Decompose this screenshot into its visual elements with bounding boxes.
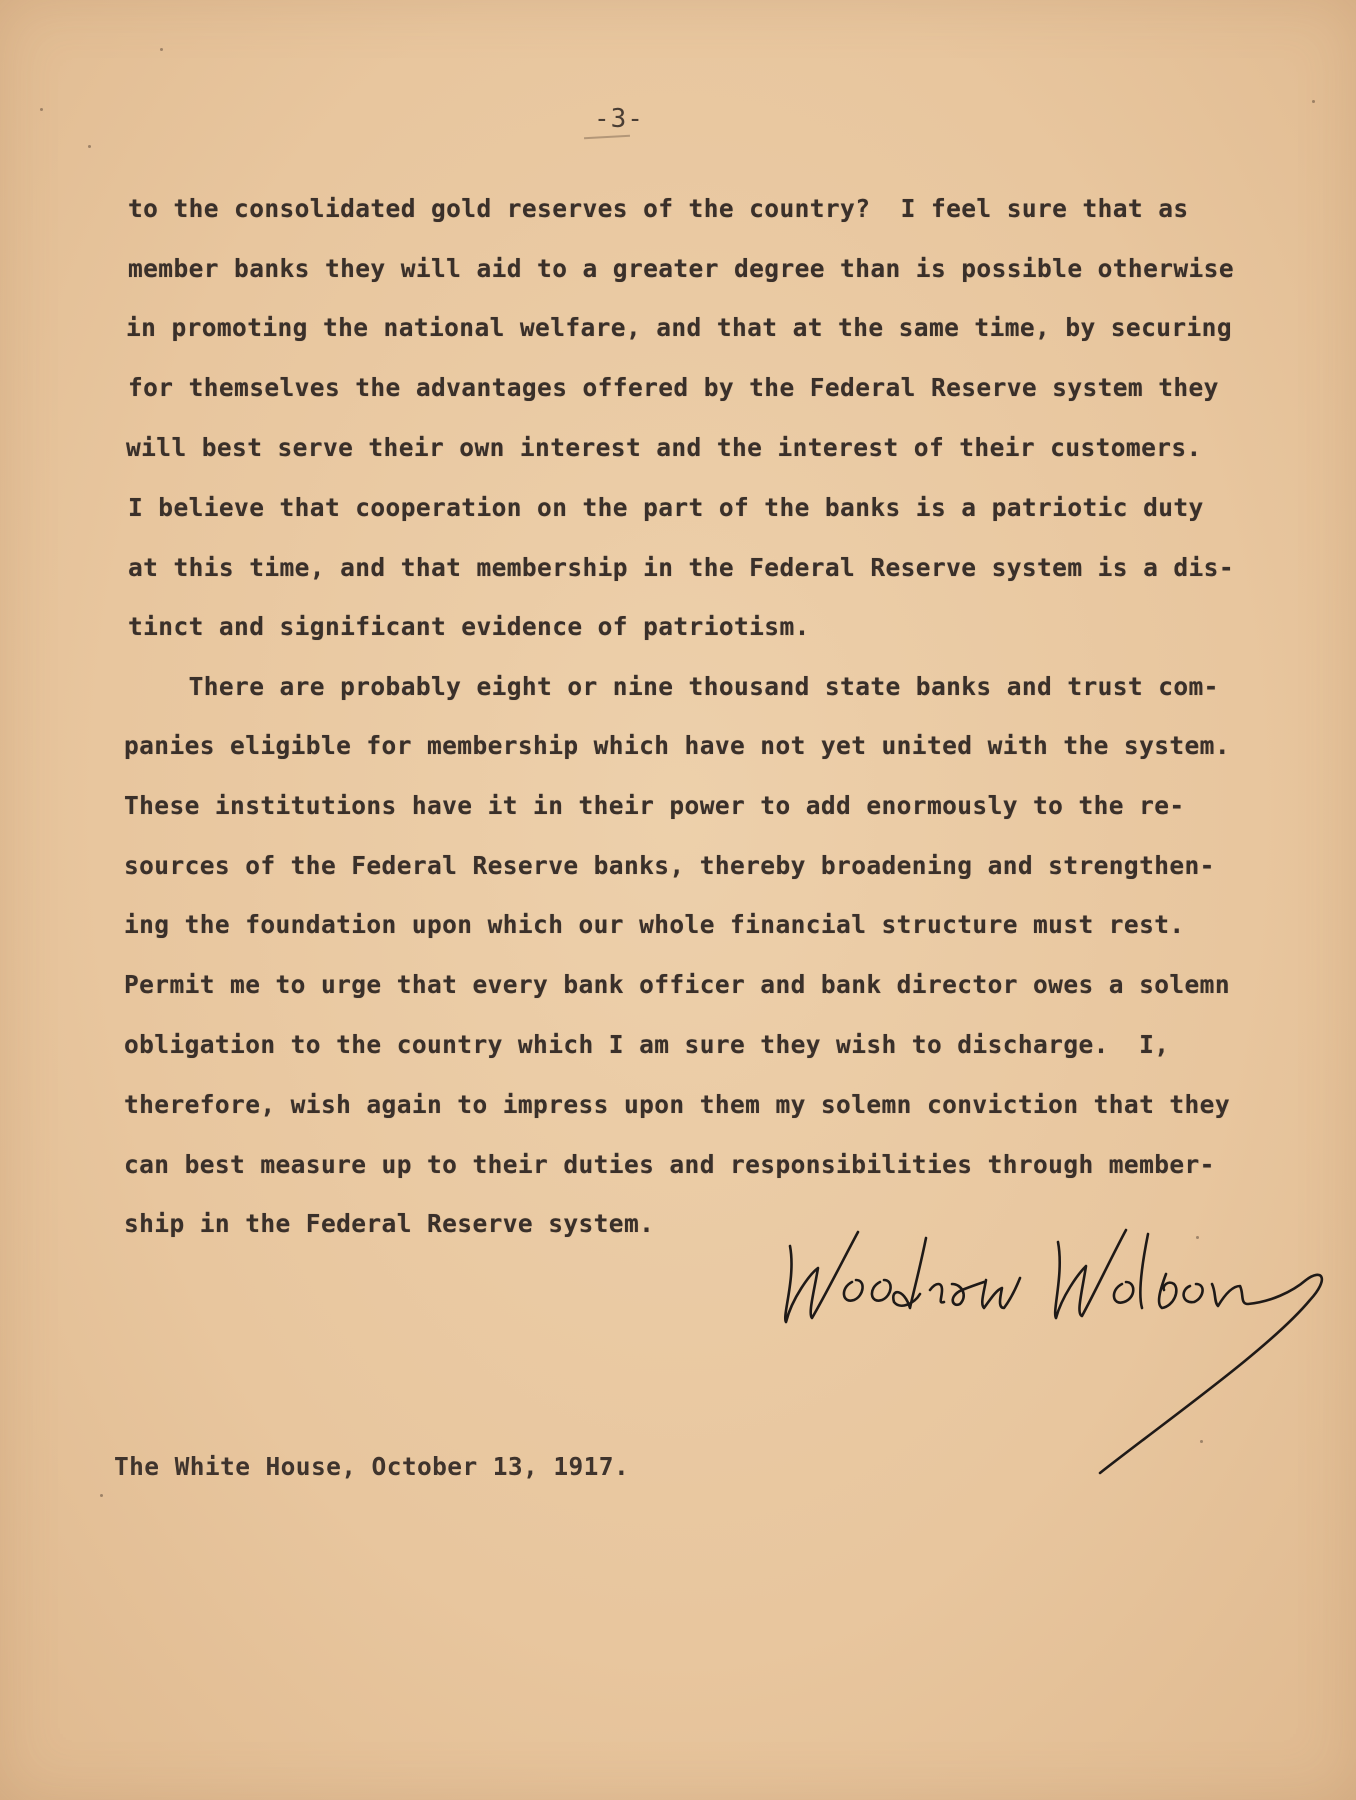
body-line: Permit me to urge that every bank officer and bank director owes a solemn	[124, 970, 1230, 999]
dateline: The White House, October 13, 1917.	[114, 1452, 630, 1481]
paper-speck	[88, 145, 91, 148]
body-line: therefore, wish again to impress upon them my solemn conviction that they	[124, 1090, 1230, 1119]
paper-speck	[1312, 100, 1315, 103]
body-line: member banks they will aid to a greater degree than is possible otherwise	[128, 254, 1234, 283]
body-line: in promoting the national welfare, and that at the same time, by securing	[126, 313, 1232, 342]
body-line: tinct and significant evidence of patriotism.	[128, 612, 810, 641]
body-line: ing the foundation upon which our whole financial structure must rest.	[124, 910, 1185, 939]
paper-speck	[160, 48, 163, 51]
body-line: at this time, and that membership in the Federal Reserve system is a dis-	[128, 553, 1234, 582]
body-line: will best serve their own interest and the interest of their customers.	[126, 433, 1202, 462]
body-line: sources of the Federal Reserve banks, thereby broadening and strengthen-	[124, 851, 1215, 880]
body-line: to the consolidated gold reserves of the country? I feel sure that as	[128, 194, 1189, 223]
paper-speck	[40, 108, 43, 111]
body-line: panies eligible for membership which have not yet united with the system.	[124, 731, 1230, 760]
paper-speck	[1200, 1440, 1203, 1443]
body-line: ship in the Federal Reserve system.	[124, 1209, 655, 1238]
body-line: for themselves the advantages offered by the Federal Reserve system they	[128, 373, 1219, 402]
body-line: can best measure up to their duties and responsibilities through member-	[124, 1150, 1215, 1179]
body-line: These institutions have it in their power to add enormously to the re-	[124, 791, 1185, 820]
body-line: obligation to the country which I am sure they wish to discharge. I,	[124, 1030, 1170, 1059]
paper-speck	[1196, 1236, 1199, 1239]
page-number-underline	[584, 135, 630, 139]
page-number: -3-	[594, 104, 644, 134]
body-line: I believe that cooperation on the part of the banks is a patriotic duty	[128, 493, 1204, 522]
body-line: There are probably eight or nine thousand state banks and trust com-	[128, 672, 1219, 701]
handwritten-signature	[770, 1218, 1350, 1518]
paper-speck	[100, 1494, 103, 1497]
